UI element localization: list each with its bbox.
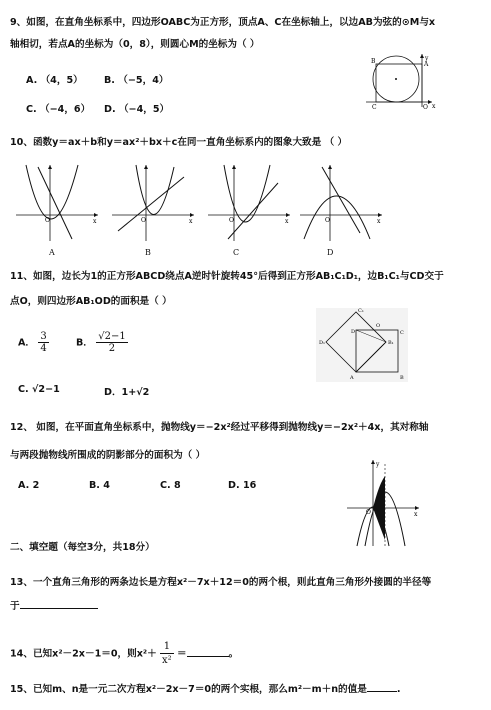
q11-fig-label-b1: B₁ xyxy=(388,340,394,346)
q11-option-a: A． $\frac{3}{4}$ xyxy=(18,331,47,354)
svg-text:O: O xyxy=(45,217,50,224)
svg-text:x: x xyxy=(189,218,193,225)
q12-line2: 与两段抛物线所围成的阴影部分的面积为（ ） xyxy=(10,450,206,461)
q11-option-b: B． $\frac{√2-1}{2}$ xyxy=(76,331,126,354)
q11-fig-label-c: C xyxy=(400,330,404,336)
q13-line1: 13、一个直角三角形的两条边长是方程x²－7x＋12＝0的两个根，则此直角三角形外接圆的半径等 xyxy=(10,577,432,588)
q11-fig-label-o: O xyxy=(376,323,381,329)
q11-option-d: D．1+√2 xyxy=(104,387,150,398)
svg-text:x: x xyxy=(285,218,289,225)
q10-graph-b xyxy=(112,163,196,243)
q10-graph-d xyxy=(300,163,384,243)
q12-fig-label-o: O xyxy=(366,509,371,516)
q9-fig-label-c: C xyxy=(372,104,377,110)
q12-option-d: D. 16 xyxy=(228,480,257,491)
q11-fig-label-d: D xyxy=(351,329,356,335)
q14-line: 14、已知x²－2x－1＝0，则x²＋ $\frac{1}{\text{x²}}$ ＝ 。 xyxy=(10,641,239,666)
q12-option-b: B. 4 xyxy=(89,480,110,491)
q10-graph-c xyxy=(208,163,292,243)
q10-caption-c: C xyxy=(233,248,240,257)
q10-line1: 10、函数y＝ax＋b和y＝ax²＋bx＋c在同一直角坐标系内的图象大致是 （ ） xyxy=(10,137,348,148)
q11-fig-label-c1: C₁ xyxy=(358,308,364,314)
q11-figure xyxy=(316,308,408,382)
q12-figure xyxy=(345,458,423,548)
q9-option-a: A. （4，5） xyxy=(26,75,83,86)
q11-fig-label-d1: D₁ xyxy=(319,340,326,346)
svg-text:O: O xyxy=(141,217,146,224)
q10-caption-d: D xyxy=(327,248,334,257)
q11-fig-label-a: A xyxy=(350,375,354,381)
section2-title: 二、填空题（每空3分，共18分） xyxy=(10,542,155,553)
q9-line2: 轴相切，若点A的坐标为（0，8），则圆心M的坐标为（ ） xyxy=(10,39,260,50)
svg-text:O: O xyxy=(229,217,234,224)
q10-graph-a xyxy=(16,163,100,243)
q10-caption-a: A xyxy=(49,248,55,257)
q9-fig-label-o: O xyxy=(423,104,428,110)
q12-option-c: C. 8 xyxy=(160,480,181,491)
q11-fig-label-b: B xyxy=(400,375,404,381)
q11-option-c: C. √2−1 xyxy=(18,384,60,395)
q10-caption-b: B xyxy=(145,248,151,257)
q9-fig-label-y: y xyxy=(425,55,429,62)
q11-line1: 11、如图，边长为1的正方形ABCD绕点A逆时针旋转45°后得到正方形AB₁C₁D₁，边B₁C₁与CD交于 xyxy=(10,271,444,282)
q9-option-b: B. （−5，4） xyxy=(104,75,169,86)
q11-line2: 点O，则四边形AB₁OD的面积是（ ） xyxy=(10,296,172,307)
q9-line1: 9、如图，在直角坐标系中，四边形OABC为正方形，顶点A、C在坐标轴上，以边AB为弦的⊙M与x xyxy=(10,17,436,28)
q12-fig-label-y: y xyxy=(376,461,380,468)
svg-text:O: O xyxy=(325,217,330,224)
q9-figure xyxy=(362,52,438,110)
svg-text:x: x xyxy=(93,218,97,225)
q9-option-c: C. （−4，6） xyxy=(26,104,91,115)
q13-line2: 于 xyxy=(10,600,98,613)
q9-fig-label-x: x xyxy=(432,103,436,110)
q9-fig-label-b: B xyxy=(371,58,376,65)
q12-line1: 12、 如图，在平面直角坐标系中，抛物线y＝−2x²经过平移得到抛物线y＝−2x²＋4x，其对称轴 xyxy=(10,422,429,433)
q9-option-d: D. （−4，5） xyxy=(104,104,170,115)
q15-line: 15、已知m、n是一元二次方程x²－2x－7＝0的两个实根，那么m²－m＋n的值是 . xyxy=(10,684,401,695)
q12-fig-label-x: x xyxy=(414,511,418,518)
q12-option-a: A. 2 xyxy=(18,480,40,491)
svg-text:x: x xyxy=(377,218,381,225)
q9-fig-label-a: A xyxy=(424,61,429,68)
